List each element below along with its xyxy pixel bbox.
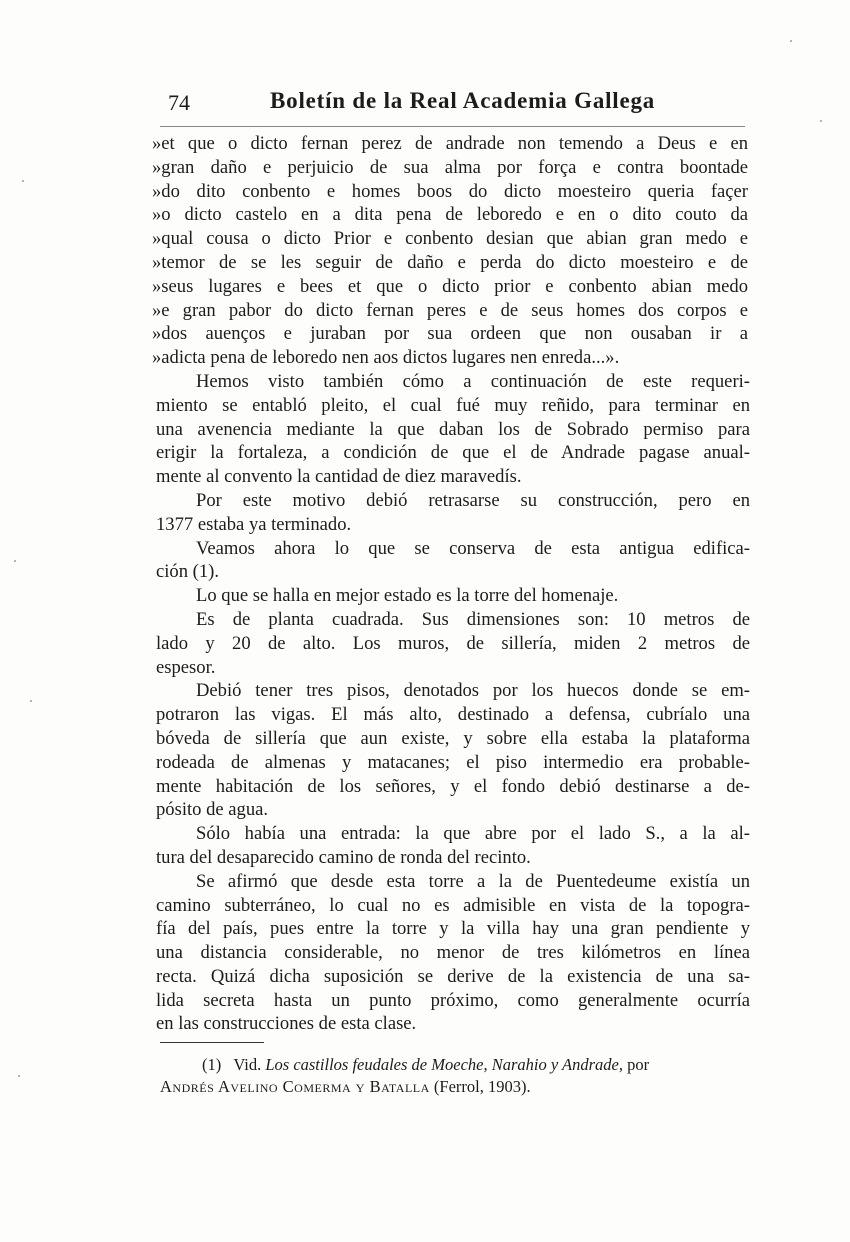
quote-line: »qual cousa o dicto Prior e conbento desian que abian gran medo e — [152, 228, 748, 250]
scan-speck — [14, 560, 16, 562]
paragraph-line: miento se entabló pleito, el cual fué muy reñido, para terminar en — [156, 394, 750, 416]
quote-line: »adicta pena de leboredo nen aos dictos lugares nen enreda...». — [152, 347, 620, 369]
paragraph — [150, 489, 750, 537]
scan-speck — [22, 180, 24, 182]
quote-line: »dos auenços e juraban por sua ordeen que non ousaban ir a — [152, 323, 748, 345]
paragraph — [150, 870, 750, 1037]
paragraph-line: Es de planta cuadrada. Sus dimensiones son: 10 metros de — [196, 608, 750, 630]
footnote-rule — [160, 1042, 264, 1043]
paragraph-line: lida secreta hasta un punto próximo, como generalmente ocurría — [156, 989, 750, 1011]
paragraph-line: Veamos ahora lo que se conserva de esta antigua edifica- — [196, 537, 750, 559]
paragraph — [150, 370, 750, 489]
header-rule — [160, 126, 745, 127]
running-head: Boletín de la Real Academia Gallega — [270, 88, 656, 113]
paragraph — [150, 537, 750, 585]
page-header — [160, 84, 745, 124]
paragraph-line: bóveda de sillería que aun existe, y sobre ella estaba la plataforma — [156, 727, 750, 749]
paragraph-line: Se afirmó que desde esta torre a la de Puentedeume existía un — [196, 870, 750, 892]
paragraph-line: tura del desaparecido camino de ronda del recinto. — [156, 846, 531, 868]
paragraph-line: 1377 estaba ya terminado. — [156, 513, 352, 535]
paragraph-line: ción (1). — [156, 561, 219, 583]
paragraph-line: espesor. — [156, 656, 216, 678]
quote-line: »et que o dicto fernan perez de andrade non temendo a Deus e en — [152, 133, 748, 154]
paragraph-line: una avenencia mediante la que daban los de Sobrado permiso para — [156, 418, 750, 440]
quote-line: »e gran pabor do dicto fernan peres e de seus homes dos corpos e — [152, 299, 748, 321]
paragraph-line: lado y 20 de alto. Los muros, de sillería, miden 2 metros de — [156, 632, 750, 654]
quote-line: »gran daño e perjuicio de sua alma por força e contra boontade — [152, 156, 748, 178]
paragraph-line: Por este motivo debió retrasarse su construcción, pero en — [196, 489, 750, 511]
page-number: 74 — [168, 90, 190, 115]
quote-line: »temor de se les seguir de daño e perda do dicto moesteiro e de — [152, 251, 748, 273]
paragraph-line: camino subterráneo, lo cual no es admisible en vista de la topogra- — [156, 894, 750, 916]
quote-line: »o dicto castelo en a dita pena de leboredo e en o dito couto da — [152, 204, 748, 226]
paragraph-line: mente habitación de los señores, y el fondo debió destinarse a de- — [156, 775, 750, 797]
footnote — [160, 1054, 750, 1098]
quote-line: »seus lugares e bees et que o dicto prior e conbento abian medo — [152, 275, 748, 297]
scan-speck — [790, 40, 792, 42]
paragraphs — [150, 370, 750, 1036]
footnote-marker: (1) — [202, 1055, 222, 1074]
quote-line: »do dito conbento e homes boos do dicto moesteiro queria façer — [152, 180, 748, 202]
footnote-place-year: (Ferrol, 1903). — [433, 1077, 531, 1096]
paragraph — [150, 822, 750, 870]
footnote-vid: Vid. — [233, 1055, 262, 1074]
paragraph — [150, 679, 750, 822]
paragraph-line: recta. Quizá dicha suposición se derive de la existencia de una sa- — [156, 965, 750, 987]
paragraph-line: mente al convento la cantidad de diez maravedís. — [156, 466, 522, 488]
footnote-line-2 — [160, 1076, 750, 1098]
paragraph-line: Hemos visto también cómo a continuación de este requeri- — [196, 370, 750, 392]
paragraph-line: fía del país, pues entre la torre y la villa hay una gran pendiente y — [156, 918, 750, 940]
paragraph — [150, 584, 750, 608]
footnote-line-1 — [160, 1054, 750, 1076]
paragraph-line: erigir la fortaleza, a condición de que el de Andrade pagase anual- — [156, 442, 750, 464]
paragraph-line: una distancia considerable, no menor de tres kilómetros en línea — [156, 942, 750, 964]
paragraph-line: rodeada de almenas y matacanes; el piso intermedio era probable- — [156, 751, 750, 773]
paragraph-line: Debió tener tres pisos, denotados por los huecos donde se em- — [196, 680, 750, 702]
paragraph-line: Lo que se halla en mejor estado es la torre del homenaje. — [196, 585, 619, 607]
paragraph-line: Sólo había una entrada: la que abre por el lado S., a la al- — [196, 823, 750, 845]
footnote-author: Andrés Avelino Comerma y Batalla — [160, 1077, 430, 1096]
footnote-por: por — [627, 1055, 650, 1074]
quoted-document — [150, 132, 750, 370]
paragraph-line: en las construcciones de esta clase. — [156, 1013, 417, 1035]
scan-speck — [820, 120, 822, 122]
scan-speck — [18, 1075, 20, 1077]
paragraph-line: pósito de agua. — [156, 799, 269, 821]
paragraph — [150, 608, 750, 679]
body-text — [150, 132, 750, 1036]
scan-speck — [30, 700, 32, 702]
footnote-title: Los castillos feudales de Moeche, Narahio y Andrade, — [265, 1055, 623, 1074]
paragraph-line: potraron las vigas. El más alto, destinado a defensa, cubríalo una — [156, 704, 750, 726]
